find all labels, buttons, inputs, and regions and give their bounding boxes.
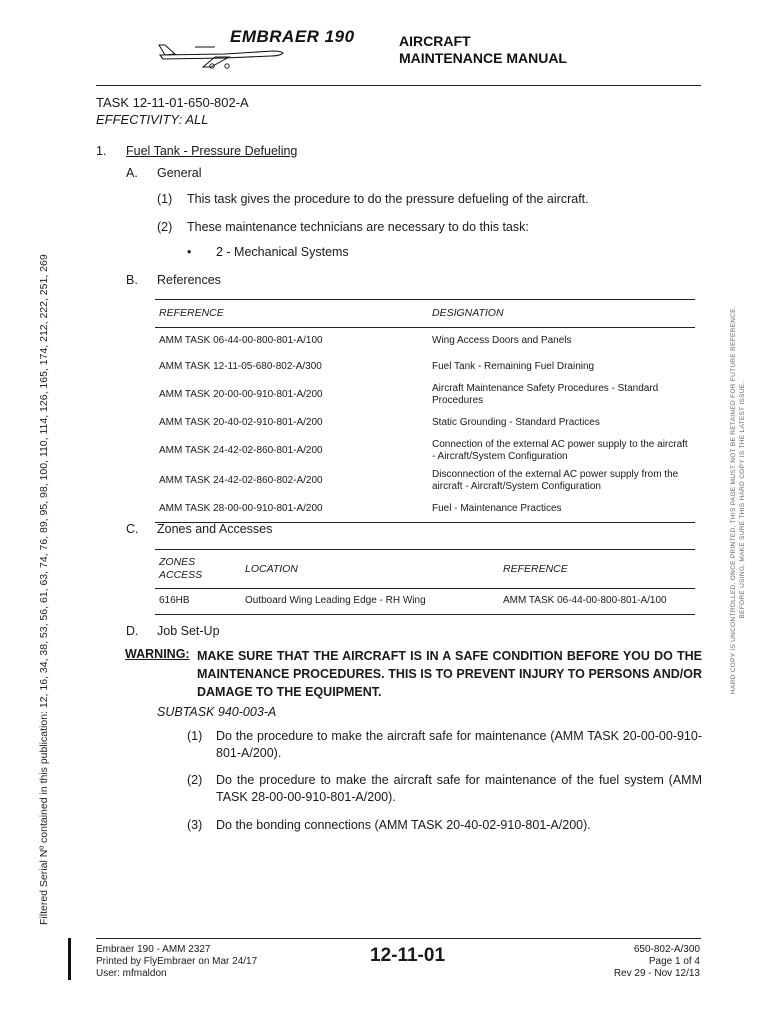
reference-cell: AMM TASK 20-00-00-910-801-A/200	[159, 389, 323, 400]
filtered-serial-note: Filtered Serial Nº contained in this publication: 12, 16, 34, 38, 53, 56, 61, 63, 74, 76, 89, 95, 98, 100, 110, 114, 126, 165, 174, 212, 222, 251, 269	[38, 254, 50, 925]
zones-header-line2: ACCESS	[159, 569, 203, 581]
zones-header-line1: ZONES	[159, 556, 196, 568]
general-title: General	[157, 166, 202, 180]
table-row	[155, 589, 695, 615]
hard-copy-notice-line1: HARD COPY IS UNCONTROLLED. ONCE PRINTED, THIS PAGE MUST NOT BE RETAINED FOR FUTURE REFERENCE.	[730, 306, 737, 694]
designation-cell: Fuel - Maintenance Practices	[432, 503, 562, 514]
general-item-text: These maintenance technicians are necessary to do this task:	[187, 220, 529, 234]
footer-left	[96, 944, 257, 980]
section-title: Fuel Tank - Pressure Defueling	[126, 144, 298, 158]
step-number: (1)	[187, 729, 203, 743]
references-letter: B.	[126, 273, 138, 287]
footer-right	[614, 944, 700, 980]
change-bar	[68, 938, 71, 980]
footer-user: User: mfmaldon	[96, 968, 167, 979]
bullet: •	[187, 245, 192, 259]
footer-printed: Printed by FlyEmbraer on Mar 24/17	[96, 956, 258, 967]
manual-title-line1: AIRCRAFT	[399, 33, 471, 49]
zones-letter: C.	[126, 522, 139, 536]
reference-cell: AMM TASK 20-40-02-910-801-A/200	[159, 417, 323, 428]
warning-label: WARNING:	[125, 647, 190, 661]
table-row	[155, 328, 695, 355]
general-letter: A.	[126, 166, 138, 180]
column-header-reference: REFERENCE	[503, 562, 568, 575]
table-row	[155, 436, 695, 466]
references-title: References	[157, 273, 221, 287]
embraer-logo: EMBRAER 190	[230, 27, 355, 46]
reference-cell: AMM TASK 06-44-00-800-801-A/100	[503, 595, 667, 606]
table-row	[155, 380, 695, 410]
subtask-id: SUBTASK 940-003-A	[157, 705, 277, 719]
designation-cell: Aircraft Maintenance Safety Procedures - Standard Procedures	[432, 383, 659, 406]
footer-task-ref: 650-802-A/300	[633, 944, 700, 955]
reference-cell: AMM TASK 06-44-00-800-801-A/100	[159, 335, 323, 346]
column-header-location: LOCATION	[245, 562, 298, 575]
general-item-num: (2)	[157, 220, 173, 234]
step-text: Do the procedure to make the aircraft safe for maintenance of the fuel system (AMM TASK 28-00-00-910-801-A/200).	[216, 773, 702, 804]
header-rule	[96, 85, 701, 86]
reference-cell: AMM TASK 28-00-00-910-801-A/200	[159, 503, 323, 514]
hard-copy-notice-line2: BEFORE USING, MAKE SURE THIS HARD COPY IS THE LATEST ISSUE.	[739, 381, 746, 619]
footer-page: Page 1 of 4	[648, 956, 700, 967]
zone-cell: 616HB	[159, 595, 190, 606]
manual-title	[399, 33, 567, 67]
designation-cell: Wing Access Doors and Panels	[432, 335, 572, 346]
table-row	[155, 410, 695, 436]
location-cell: Outboard Wing Leading Edge - RH Wing	[245, 595, 426, 606]
section-number: 1.	[96, 144, 107, 158]
table-row	[155, 466, 695, 496]
jobsetup-title: Job Set-Up	[157, 624, 220, 638]
column-header-reference: REFERENCE	[159, 307, 224, 319]
task-id: TASK 12-11-01-650-802-A	[96, 95, 249, 110]
step-number: (3)	[187, 818, 203, 832]
reference-cell: AMM TASK 24-42-02-860-801-A/200	[159, 445, 323, 456]
bullet-text: 2 - Mechanical Systems	[216, 245, 349, 259]
hard-copy-notice	[729, 285, 747, 715]
table-row	[155, 354, 695, 380]
designation-cell: Fuel Tank - Remaining Fuel Draining	[432, 361, 595, 372]
step-text: Do the bonding connections (AMM TASK 20-40-02-910-801-A/200).	[216, 818, 591, 832]
reference-cell: AMM TASK 24-42-02-860-802-A/200	[159, 475, 323, 486]
column-header-zones-access	[155, 550, 241, 589]
designation-cell: Static Grounding - Standard Practices	[432, 417, 600, 428]
footer-chapter: 12-11-01	[370, 945, 446, 966]
footer-revision: Rev 29 - Nov 12/13	[613, 968, 700, 979]
warning-text: MAKE SURE THAT THE AIRCRAFT IS IN A SAFE CONDITION BEFORE YOU DO THE MAINTENANCE PROCEDURES. THIS IS TO PREVENT INJURY TO PERSONS AND/OR DAMAGE TO THE EQUIPMENT.	[197, 649, 702, 699]
zones-table	[155, 549, 695, 615]
footer-manual: Embraer 190 - AMM 2327	[96, 944, 211, 955]
zones-title: Zones and Accesses	[157, 522, 273, 536]
effectivity: EFFECTIVITY: ALL	[96, 112, 209, 127]
table-row	[155, 496, 695, 523]
designation-cell: Disconnection of the external AC power supply from the aircraft - Aircraft/System Configuration	[432, 469, 679, 492]
designation-cell: Connection of the external AC power supply to the aircraft - Aircraft/System Configuration	[432, 439, 688, 462]
references-table	[155, 299, 695, 523]
jobsetup-letter: D.	[126, 624, 139, 638]
step-text: Do the procedure to make the aircraft safe for maintenance (AMM TASK 20-00-00-910-801-A/200).	[216, 729, 702, 760]
general-item-num: (1)	[157, 192, 173, 206]
footer-rule	[96, 938, 701, 939]
manual-title-line2: MAINTENANCE MANUAL	[399, 50, 567, 66]
table-header-row	[155, 300, 695, 328]
column-header-designation: DESIGNATION	[432, 307, 504, 319]
reference-cell: AMM TASK 12-11-05-680-802-A/300	[159, 361, 322, 372]
table-header-row	[155, 550, 695, 589]
step-number: (2)	[187, 773, 203, 787]
general-item-text: This task gives the procedure to do the pressure defueling of the aircraft.	[187, 192, 589, 206]
